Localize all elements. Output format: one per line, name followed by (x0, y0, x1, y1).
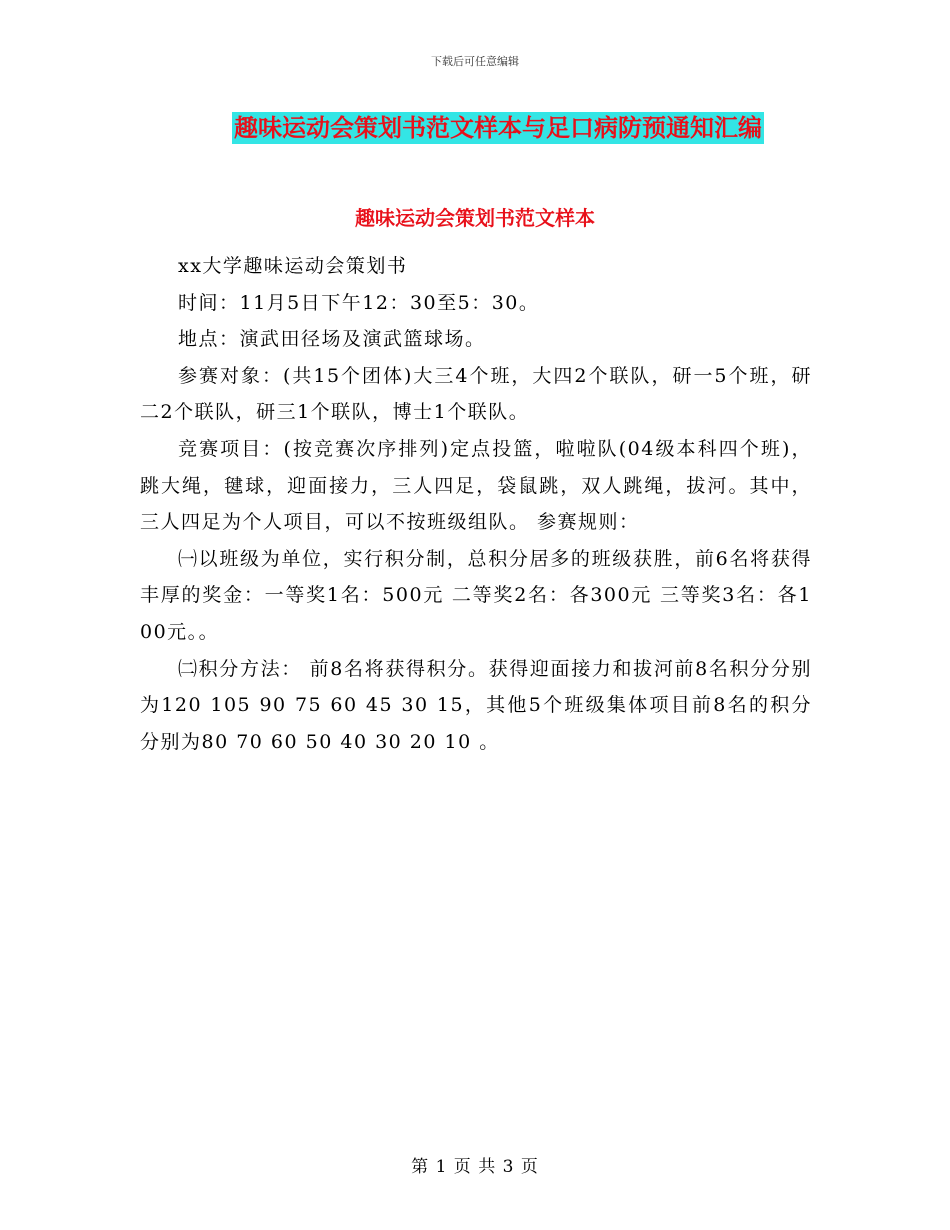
page-footer: 第 1 页 共 3 页 (411, 1157, 539, 1177)
main-title: 趣味运动会策划书范文样本与足口病防预通知汇编 (234, 114, 762, 142)
paragraph-events: 竞赛项目：(按竞赛次序排列)定点投篮，啦啦队(04级本科四个班)，跳大绳，毽球，迎面接力，三人四足，袋鼠跳，双人跳绳，拔河。其中，三人四足为个人项目，可以不按班级组队。 参赛规则： (140, 437, 812, 534)
paragraph-rule-2: ㈡积分方法： 前8名将获得积分。获得迎面接力和拔河前8名积分分别为120 105 90 75 60 45 30 15，其他5个班级集体项目前8名的积分分别为80 70 60 50 40 30 20 10 。 (140, 657, 812, 753)
paragraph-rule-1: ㈠以班级为单位，实行积分制，总积分居多的班级获胜，前6名将获得丰厚的奖金：一等奖1名：500元 二等奖2名：各300元 三等奖3名：各100元。。 (140, 547, 812, 643)
paragraph-time: 时间：11月5日下午12：30至5：30。 (178, 291, 540, 314)
main-title-container (0, 112, 950, 144)
paragraph-plan-title: xx大学趣味运动会策划书 (178, 255, 408, 277)
paragraph-participants: 参赛对象：(共15个团体)大三4个班，大四2个联队，研一5个班，研二2个联队，研三1个联队，博士1个联队。 (140, 364, 812, 424)
section-title: 趣味运动会策划书范文样本 (355, 206, 595, 230)
header-note: 下载后可任意编辑 (431, 55, 519, 68)
document-body (140, 248, 812, 760)
paragraph-location: 地点：演武田径场及演武篮球场。 (178, 328, 486, 351)
